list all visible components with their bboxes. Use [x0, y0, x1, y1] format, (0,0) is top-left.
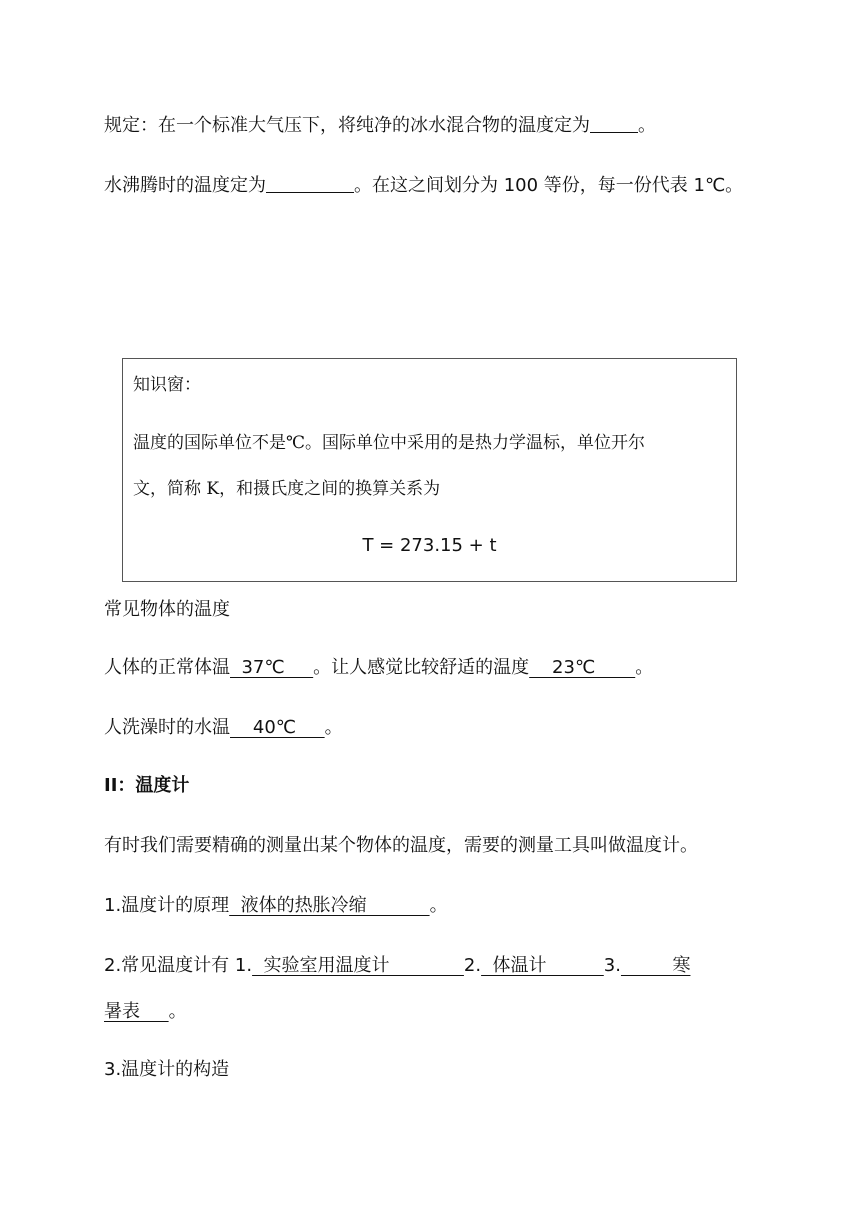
types-sep-2: 3. — [603, 955, 621, 976]
thermometer-intro: 有时我们需要精确的测量出某个物体的温度，需要的测量工具叫做温度计。 — [104, 835, 698, 856]
rule-line-1 — [104, 114, 656, 138]
bath-temp-punct: 。 — [324, 717, 343, 738]
bath-temp-line — [104, 716, 343, 740]
body-temp-line — [104, 656, 653, 680]
types-line-1 — [104, 954, 690, 978]
common-temps-title: 常见物体的温度 — [104, 599, 230, 620]
blank-boiling-point[interactable] — [266, 174, 354, 193]
types-sep-1: 2. — [463, 955, 482, 976]
knowledge-box — [122, 358, 737, 582]
rule-text-1: 规定：在一个标准大气压下，将纯净的冰水混合物的温度定为 — [104, 115, 590, 136]
rule-punct-1: 。 — [638, 115, 656, 136]
principle-label: 1.温度计的原理 — [104, 895, 230, 916]
knowledge-line-2: 文，简称 K，和摄氏度之间的换算关系为 — [133, 479, 441, 499]
rule-text-2-after: 。在这之间划分为 100 等份，每一份代表 1℃。 — [354, 175, 744, 196]
type1-answer: 实验室用温度计 — [252, 955, 464, 976]
knowledge-formula: T = 273.15 + t — [362, 535, 497, 556]
knowledge-heading: 知识窗： — [133, 375, 201, 395]
types-label: 2.常见温度计有 1. — [104, 955, 253, 976]
principle-line — [104, 894, 448, 918]
knowledge-line-1: 温度的国际单位不是℃。国际单位中采用的是热力学温标，单位开尔 — [133, 433, 646, 453]
principle-answer: 液体的热胀冷缩 — [229, 895, 430, 916]
rule-text-2: 水沸腾时的温度定为 — [104, 175, 266, 196]
comfort-temp-answer: 23℃ — [529, 657, 636, 678]
thermometer-heading: II：温度计 — [104, 775, 190, 796]
comfort-temp-label: 。让人感觉比较舒适的温度 — [313, 657, 530, 678]
body-temp-label: 人体的正常体温 — [104, 657, 230, 678]
body-temp-punct: 。 — [635, 657, 654, 678]
rule-line-2 — [104, 174, 743, 198]
body-temp-answer: 37℃ — [230, 657, 314, 678]
bath-temp-label: 人洗澡时的水温 — [104, 717, 230, 738]
bath-temp-answer: 40℃ — [230, 717, 325, 738]
type3-answer-part2: 暑表 — [104, 1001, 169, 1022]
principle-punct: 。 — [429, 895, 448, 916]
blank-ice-point[interactable] — [590, 114, 638, 133]
type3-answer-part1: 寒 — [620, 955, 691, 976]
types-punct: 。 — [168, 1001, 187, 1022]
types-line-2 — [104, 1000, 187, 1024]
type2-answer: 体温计 — [481, 955, 604, 976]
structure-heading: 3.温度计的构造 — [104, 1059, 230, 1080]
